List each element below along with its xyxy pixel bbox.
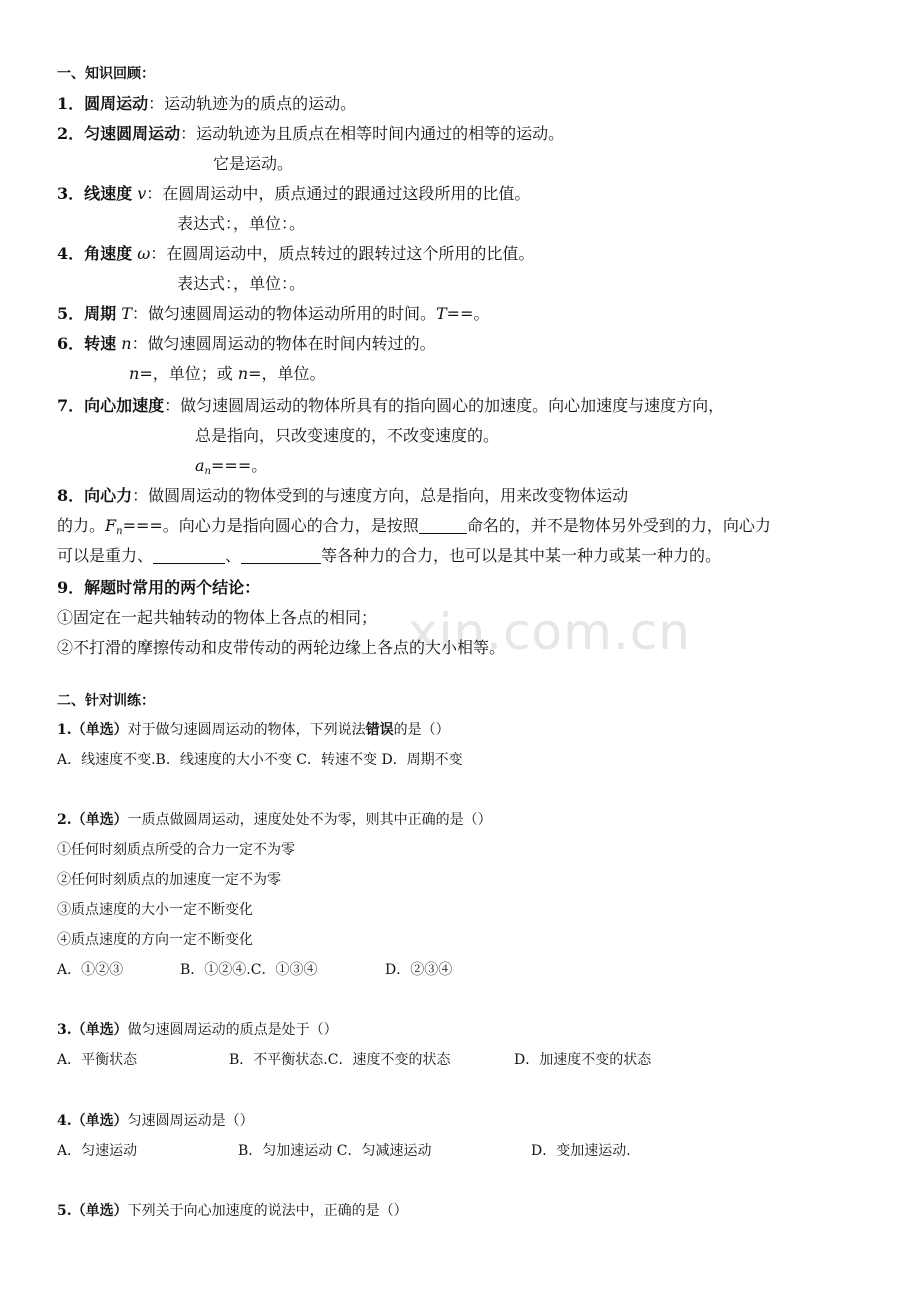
item-sep: ：: [131, 304, 148, 323]
item-sep: ：: [148, 94, 165, 113]
item-text: 做匀速圆周运动的物体运动所用的时间。: [147, 304, 436, 323]
item-3: [57, 181, 530, 204]
formula-var: T: [435, 304, 447, 323]
formula-var: F: [105, 516, 117, 535]
item-term: 转速: [84, 334, 117, 353]
item-num: 6．: [57, 334, 85, 353]
item-text: 在圆周运动中，质点通过的跟通过这段所用的比值。: [162, 184, 531, 203]
item-num: 7．: [57, 396, 85, 415]
formula-var: n: [129, 364, 140, 383]
formula: =，单位；或: [139, 364, 238, 383]
item-term: 匀速圆周运动: [84, 124, 181, 143]
item-term: 角速度: [84, 244, 133, 263]
question-4-option-bc: B．匀加速运动 C．匀减速运动: [238, 1143, 432, 1159]
question-1-options: A．线速度不变.B．线速度的大小不变 C．转速不变 D．周期不变: [57, 752, 463, 768]
item-8: [57, 483, 628, 506]
item-var: ω: [137, 244, 151, 263]
item-num: 1．: [57, 94, 85, 113]
item-7-cont: 总是指向，只改变速度的，不改变速度的。: [195, 426, 500, 445]
formula-sub: n: [116, 526, 123, 537]
item-1: [57, 91, 356, 114]
formula: ==。: [446, 304, 490, 323]
question-stem: 下列关于向心加速度的说法中，正确的是（）: [127, 1203, 408, 1219]
formula: =，单位。: [248, 364, 326, 383]
item-6: [57, 331, 436, 354]
item-text: 运动轨迹为且质点在相等时间内通过的相等的运动。: [196, 124, 565, 143]
question-2-option-d: D．②③④: [385, 962, 453, 978]
item-sep: ：: [150, 244, 167, 263]
item-9-note-2: ②不打滑的摩擦传动和皮带传动的两轮边缘上各点的大小相等。: [57, 638, 506, 657]
item-9: [57, 575, 260, 598]
answer-blank[interactable]: [419, 519, 467, 534]
item-8-cont: [57, 513, 771, 537]
question-stem: 匀速圆周运动是（）: [127, 1113, 254, 1129]
item-6-cont: [129, 361, 326, 384]
question-5: [57, 1200, 408, 1220]
item-5: [57, 301, 489, 324]
item-term: 圆周运动: [84, 94, 149, 113]
item-var: n: [121, 334, 132, 353]
answer-blank[interactable]: [241, 549, 321, 564]
item-sep: ：: [132, 486, 149, 505]
item-term: 线速度: [84, 184, 133, 203]
item-8-cont2: [57, 543, 721, 566]
question-num: 2.: [57, 812, 72, 828]
item-7: [57, 393, 724, 416]
text: 等各种力的合力，也可以是其中某一种力或某一种力的。: [321, 546, 722, 565]
section-title-review: 一、知识回顾：: [57, 66, 155, 82]
item-4-cont: 表达式：，单位：。: [177, 274, 306, 293]
item-num: 3．: [57, 184, 85, 203]
question-stem: 对于做匀速圆周运动的物体，下列说法: [127, 722, 366, 738]
item-term: 向心力: [84, 486, 133, 505]
question-stem: 一质点做圆周运动，速度处处不为零，则其中正确的是（）: [127, 812, 492, 828]
question-2-statement: ②任何时刻质点的加速度一定不为零: [57, 872, 281, 888]
answer-blank[interactable]: [153, 549, 225, 564]
question-3-option-bc: B．不平衡状态.C．速度不变的状态: [229, 1052, 451, 1068]
question-2-statement: ③质点速度的大小一定不断变化: [57, 902, 253, 918]
question-2-option-a: A．①②③: [57, 962, 124, 978]
question-tag: （单选）: [71, 1113, 128, 1129]
item-var: T: [121, 304, 132, 323]
item-num: 5．: [57, 304, 85, 323]
item-sep: ：: [164, 396, 181, 415]
item-num: 8．: [57, 486, 85, 505]
question-num: 3.: [57, 1022, 72, 1038]
item-7-formula: [195, 453, 267, 477]
item-text: 运动轨迹为的质点的运动。: [164, 94, 357, 113]
question-3-option-d: D．加速度不变的状态: [514, 1052, 652, 1068]
item-term: 解题时常用的两个结论: [84, 578, 245, 597]
item-2: [57, 121, 564, 144]
item-9-note-1: ①固定在一起共轴转动的物体上各点的相同；: [57, 608, 378, 627]
text: 的力。: [57, 516, 106, 535]
question-stem-emphasis: 错误: [365, 722, 394, 738]
item-num: 2．: [57, 124, 85, 143]
question-4-option-d: D．变加速运动.: [531, 1143, 631, 1159]
item-text: 做匀速圆周运动的物体在时间内转过的。: [147, 334, 436, 353]
question-tag: （单选）: [71, 722, 128, 738]
item-text: 在圆周运动中，质点转过的跟转过这个所用的比值。: [166, 244, 535, 263]
watermark: xin.com.cn: [408, 603, 691, 661]
formula-sub: n: [204, 466, 211, 477]
item-sep: ：: [131, 334, 148, 353]
question-num: 5.: [57, 1203, 72, 1219]
question-3: [57, 1019, 338, 1039]
item-var: v: [137, 184, 147, 203]
question-4-option-a: A．匀速运动: [57, 1143, 138, 1159]
text: 可以是重力、: [57, 546, 154, 565]
item-2-cont: 它是运动。: [213, 154, 294, 173]
section-title-practice: 二、针对训练：: [57, 693, 155, 709]
question-tag: （单选）: [71, 1203, 128, 1219]
item-term: 向心加速度: [84, 396, 165, 415]
question-2-option-bc: B．①②④.C．①③④: [180, 962, 318, 978]
question-stem: 的是（）: [393, 722, 450, 738]
item-sep: ：: [180, 124, 197, 143]
item-text: 做匀速圆周运动的物体所具有的指向圆心的加速度。向心加速度与速度方向，: [180, 396, 725, 415]
text: 、: [225, 546, 242, 565]
text: 命名的，并不是物体另外受到的力，向心力: [466, 516, 771, 535]
question-3-option-a: A．平衡状态: [57, 1052, 138, 1068]
item-text: 做圆周运动的物体受到的与速度方向，总是指向，用来改变物体运动: [148, 486, 629, 505]
question-2-statement: ①任何时刻质点所受的合力一定不为零: [57, 842, 295, 858]
question-tag: （单选）: [71, 812, 128, 828]
item-sep: ：: [146, 184, 163, 203]
question-num: 4.: [57, 1113, 72, 1129]
item-term: 周期: [84, 304, 117, 323]
item-sep: ：: [244, 578, 261, 597]
item-4: [57, 241, 534, 264]
formula-var: a: [195, 456, 205, 475]
question-2-statement: ④质点速度的方向一定不断变化: [57, 932, 253, 948]
question-4: [57, 1110, 254, 1130]
question-tag: （单选）: [71, 1022, 128, 1038]
item-num: 4．: [57, 244, 85, 263]
question-2: [57, 809, 492, 829]
item-3-cont: 表达式：，单位：。: [177, 214, 306, 233]
formula: ===。: [211, 456, 268, 475]
item-num: 9．: [57, 578, 85, 597]
question-1: [57, 719, 450, 739]
text: ===。向心力是指向圆心的合力，是按照: [122, 516, 419, 535]
formula-var: n: [237, 364, 249, 383]
question-stem: 做匀速圆周运动的质点是处于（）: [127, 1022, 338, 1038]
question-num: 1.: [57, 722, 72, 738]
